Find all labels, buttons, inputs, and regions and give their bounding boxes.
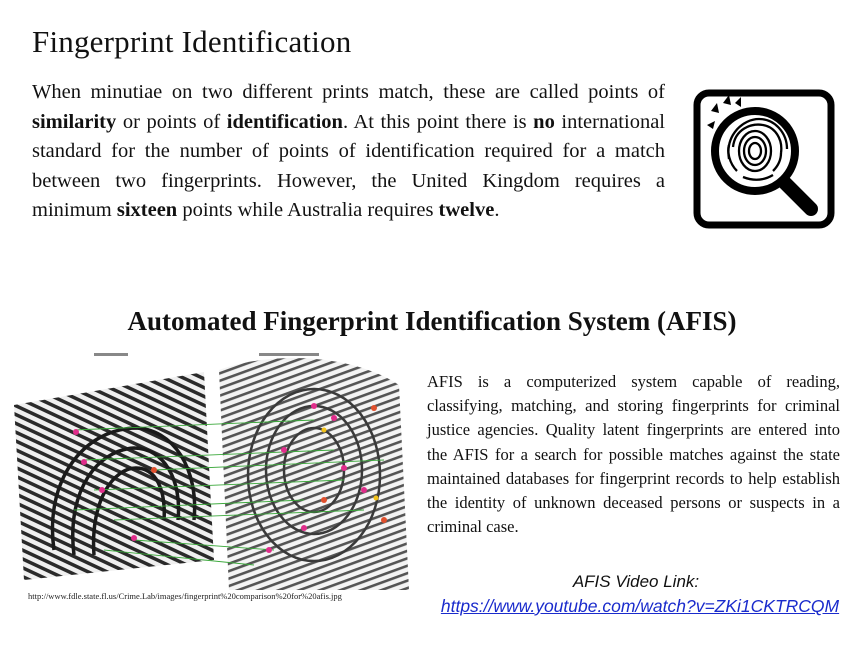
intro-text-5: points while Australia requires <box>177 199 439 221</box>
intro-term-twelve: twelve <box>438 199 495 221</box>
intro-text-2: or points of <box>116 110 227 133</box>
intro-text-1: When minutiae on two different prints match, these are called points of <box>32 81 665 103</box>
afis-description: AFIS is a computerized system capable of reading, classifying, matching, and storing fingerprints for criminal justice agencies. Quality latent fingerprints are entered into the AFIS for a search for possible matches against the state maintained databases for fingerprint records to help establish the identity of unknown deceased persons or suspects in a criminal case. <box>427 372 840 537</box>
intro-term-no: no <box>533 110 555 133</box>
intro-text-4: international standard for the number of points of identification required for a match between two fingerprints. However, the United Kingdom requires a minimum <box>32 110 665 221</box>
image-source-caption: http://www.fdle.state.fl.us/Crime.Lab/images/fingerprint%20comparison%20for%20afis.jpg <box>28 591 342 601</box>
afis-heading: Automated Fingerprint Identification System (AFIS) <box>127 306 737 336</box>
fingerprint-magnifier-icon <box>693 89 835 229</box>
afis-video-link[interactable]: https://www.youtube.com/watch?v=ZKi1CKTRCQM <box>440 596 840 616</box>
intro-term-sixteen: sixteen <box>116 199 178 221</box>
intro-term-identification: identification <box>226 110 343 133</box>
fingerprint-comparison-image <box>14 350 416 592</box>
page-title: Fingerprint Identification <box>32 24 352 59</box>
intro-text-6: . <box>494 199 500 221</box>
video-link-label: AFIS Video Link: <box>572 572 700 591</box>
intro-text-3: . At this point there is <box>342 110 534 133</box>
intro-term-similarity: similarity <box>32 110 117 133</box>
intro-paragraph <box>32 78 665 226</box>
